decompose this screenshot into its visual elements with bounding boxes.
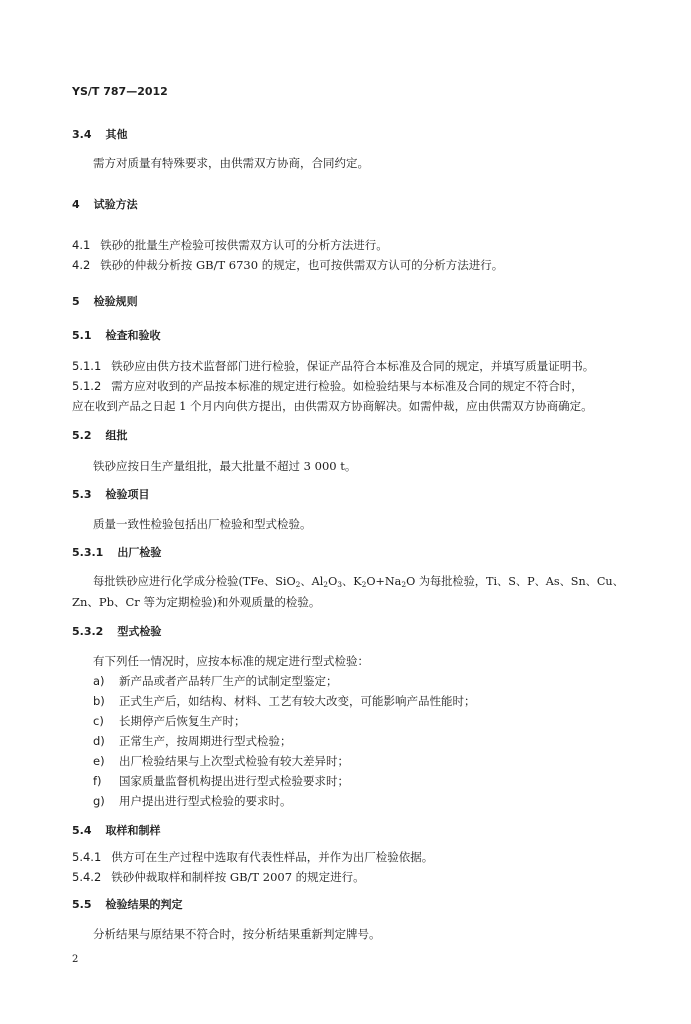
section-title: 出厂检验: [117, 546, 162, 559]
clause-5-1-2: [72, 378, 583, 394]
clause-number: 5.4.2: [72, 870, 102, 884]
clause-5-1-2-continued: 应在收到产品之日起 1 个月内向供方提出，由供需双方协商解决。如需仲裁，应由供需双方协商确定。: [72, 399, 593, 413]
section-number: 5.5: [72, 898, 92, 911]
paragraph-continued: Zn、Pb、Cr 等为定期检验)和外观质量的检验。: [72, 595, 321, 609]
clause-number: 5.1.1: [72, 359, 102, 373]
subscript: 2: [323, 580, 329, 589]
section-number: 5.3.1: [72, 546, 104, 559]
section-heading-5-5: [72, 897, 183, 913]
section-number: 5.4: [72, 824, 92, 837]
list-item: [93, 673, 338, 689]
list-text: 国家质量监督机构提出进行型式检验要求时；: [119, 774, 349, 788]
text-run: O+Na: [366, 575, 402, 588]
clause-text: 需方应对收到的产品按本标准的规定进行检验。如检验结果与本标准及合同的规定不符合时，: [111, 379, 583, 393]
subscript: 2: [401, 580, 407, 589]
chemical-analysis-paragraph: [93, 574, 624, 590]
clause-text: 供方可在生产过程中选取有代表性样品，并作为出厂检验依据。: [111, 850, 434, 864]
list-item: [93, 773, 349, 789]
section-number: 5.2: [72, 429, 92, 442]
clause-text: 铁砂仲裁取样和制样按 GB/T 2007 的规定进行。: [111, 870, 365, 884]
section-heading-3-4: [72, 127, 128, 143]
section-title: 检验项目: [105, 488, 150, 501]
clause-number: 5.1.2: [72, 379, 102, 393]
list-label: a): [93, 674, 105, 688]
list-label: g): [93, 794, 105, 808]
section-number: 4: [72, 198, 80, 211]
list-text: 用户提出进行型式检验的要求时。: [119, 794, 292, 808]
section-title: 组批: [105, 429, 128, 442]
section-number: 3.4: [72, 128, 92, 141]
section-number: 5: [72, 295, 80, 308]
subscript: 2: [361, 580, 367, 589]
section-number: 5.3: [72, 488, 92, 501]
list-label: c): [93, 714, 104, 728]
text-run: O: [328, 575, 338, 588]
paragraph: 铁砂应按日生产量组批，最大批量不超过 3 000 t。: [93, 459, 357, 473]
clause-number: 5.4.1: [72, 850, 102, 864]
list-label: f): [93, 774, 102, 788]
list-text: 新产品或者产品转厂生产的试制定型鉴定；: [119, 674, 338, 688]
text-run: O 为每批检验，Ti、S、P、As、Sn、Cu、: [406, 575, 624, 588]
section-heading-5-1: [72, 328, 161, 344]
section-title: 其他: [105, 128, 128, 141]
paragraph: 分析结果与原结果不符合时，按分析结果重新判定牌号。: [93, 927, 381, 941]
section-title: 检验规则: [93, 295, 138, 308]
section-title: 检验结果的判定: [105, 898, 183, 911]
section-number: 5.3.2: [72, 625, 104, 638]
paragraph: 质量一致性检验包括出厂检验和型式检验。: [93, 517, 312, 531]
text-run: 、K: [342, 575, 362, 588]
clause-text: 铁砂的仲裁分析按 GB/T 6730 的规定，也可按供需双方认可的分析方法进行。: [100, 258, 504, 272]
clause-5-4-1: [72, 849, 433, 865]
section-heading-5-3-2: [72, 624, 161, 640]
list-item: [93, 753, 349, 769]
list-item: [93, 733, 292, 749]
text-run: 每批铁砂应进行化学成分检验(TFe、SiO: [93, 575, 296, 588]
section-heading-5: [72, 294, 138, 310]
list-item: [93, 713, 246, 729]
list-text: 出厂检验结果与上次型式检验有较大差异时；: [119, 754, 349, 768]
section-heading-5-3: [72, 487, 150, 503]
standard-code: YS/T 787—2012: [72, 85, 168, 98]
list-text: 正式生产后，如结构、材料、工艺有较大改变，可能影响产品性能时；: [119, 694, 476, 708]
clause-4-2: [72, 257, 503, 273]
clause-text: 铁砂应由供方技术监督部门进行检验，保证产品符合本标准及合同的规定，并填写质量证明书。: [111, 359, 595, 373]
text-run: 、Al: [300, 575, 324, 588]
section-number: 5.1: [72, 329, 92, 342]
section-heading-5-2: [72, 428, 128, 444]
page-number: 2: [72, 954, 79, 965]
list-label: e): [93, 754, 105, 768]
subscript: 2: [295, 580, 301, 589]
list-label: d): [93, 734, 105, 748]
section-title: 检查和验收: [105, 329, 161, 342]
subscript: 3: [337, 580, 343, 589]
list-text: 正常生产，按周期进行型式检验；: [119, 734, 292, 748]
list-text: 长期停产后恢复生产时；: [119, 714, 246, 728]
section-heading-5-3-1: [72, 545, 161, 561]
clause-4-1: [72, 237, 388, 253]
section-title: 取样和制样: [105, 824, 161, 837]
clause-number: 4.1: [72, 238, 91, 252]
clause-5-4-2: [72, 869, 365, 885]
paragraph: 需方对质量有特殊要求，由供需双方协商，合同约定。: [93, 156, 369, 170]
list-item: [93, 693, 476, 709]
paragraph: 有下列任一情况时，应按本标准的规定进行型式检验：: [93, 654, 369, 668]
list-label: b): [93, 694, 105, 708]
clause-text: 铁砂的批量生产检验可按供需双方认可的分析方法进行。: [100, 238, 388, 252]
section-heading-5-4: [72, 823, 161, 839]
section-heading-4: [72, 197, 138, 213]
section-title: 型式检验: [117, 625, 162, 638]
section-title: 试验方法: [93, 198, 138, 211]
clause-number: 4.2: [72, 258, 91, 272]
list-item: [93, 793, 292, 809]
clause-5-1-1: [72, 358, 594, 374]
